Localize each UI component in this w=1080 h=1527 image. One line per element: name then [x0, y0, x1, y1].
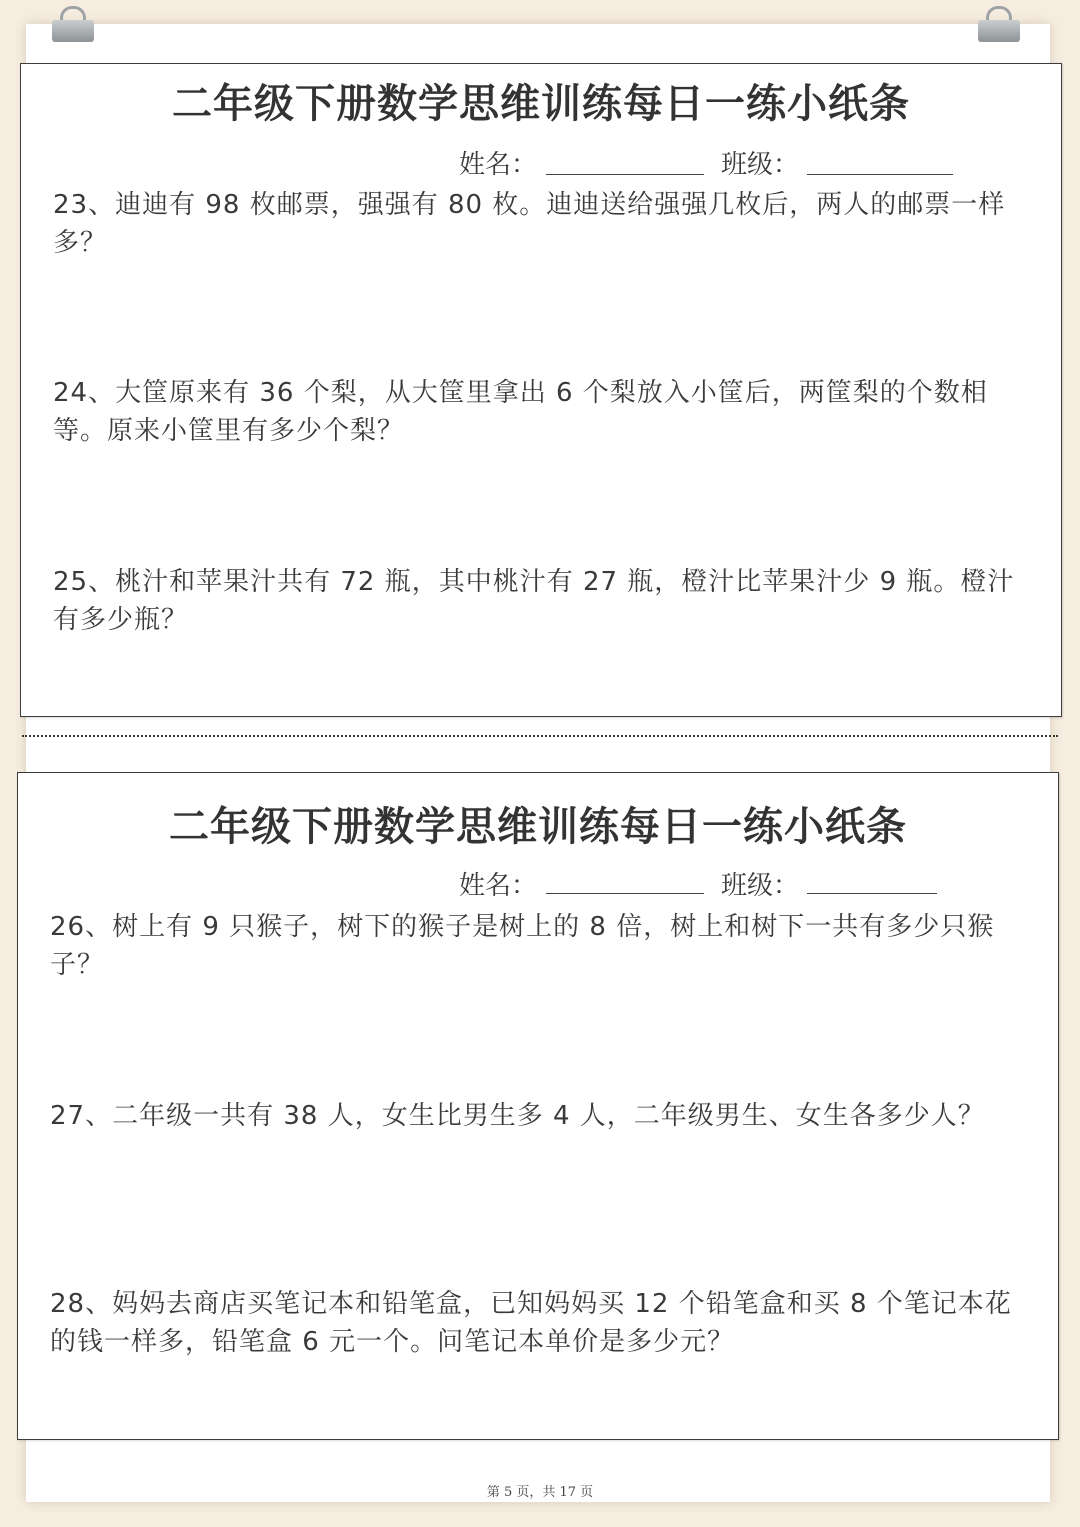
worksheet-strip-2: [17, 772, 1059, 1440]
name-label: 姓名：: [459, 150, 538, 180]
question-25: 25、桃汁和苹果汁共有 72 瓶，其中桃汁有 27 瓶，橙汁比苹果汁少 9 瓶。橙汁有多少瓶？: [53, 567, 1015, 635]
name-blank-line[interactable]: [546, 174, 704, 175]
class-label: 班级：: [721, 150, 800, 180]
worksheet-strip-1: [20, 63, 1062, 717]
class-blank-line[interactable]: [807, 174, 953, 175]
page-number: 第 5 页，共 17 页: [486, 1485, 594, 1500]
cut-line-divider: [22, 735, 1058, 737]
strip-title: 二年级下册数学思维训练每日一练小纸条: [169, 804, 907, 850]
class-label: 班级：: [721, 871, 800, 901]
question-26: 26、树上有 9 只猴子，树下的猴子是树上的 8 倍，树上和树下一共有多少只猴子？: [50, 912, 995, 980]
class-blank-line[interactable]: [807, 893, 937, 894]
strip-title: 二年级下册数学思维训练每日一练小纸条: [172, 81, 910, 127]
question-28: 28、妈妈去商店买笔记本和铅笔盒，已知妈妈买 12 个铅笔盒和买 8 个笔记本花的钱一样多，铅笔盒 6 元一个。问笔记本单价是多少元？: [50, 1289, 1012, 1357]
question-24: 24、大筐原来有 36 个梨，从大筐里拿出 6 个梨放入小筐后，两筐梨的个数相等。原来小筐里有多少个梨？: [53, 378, 988, 446]
name-blank-line[interactable]: [546, 893, 704, 894]
binder-clip-left-icon: [52, 6, 94, 44]
question-23: 23、迪迪有 98 枚邮票，强强有 80 枚。迪迪送给强强几枚后，两人的邮票一样多？: [53, 190, 1006, 258]
name-label: 姓名：: [459, 871, 538, 901]
question-27: 27、二年级一共有 38 人，女生比男生多 4 人，二年级男生、女生各多少人？: [50, 1101, 985, 1131]
binder-clip-right-icon: [978, 6, 1020, 44]
